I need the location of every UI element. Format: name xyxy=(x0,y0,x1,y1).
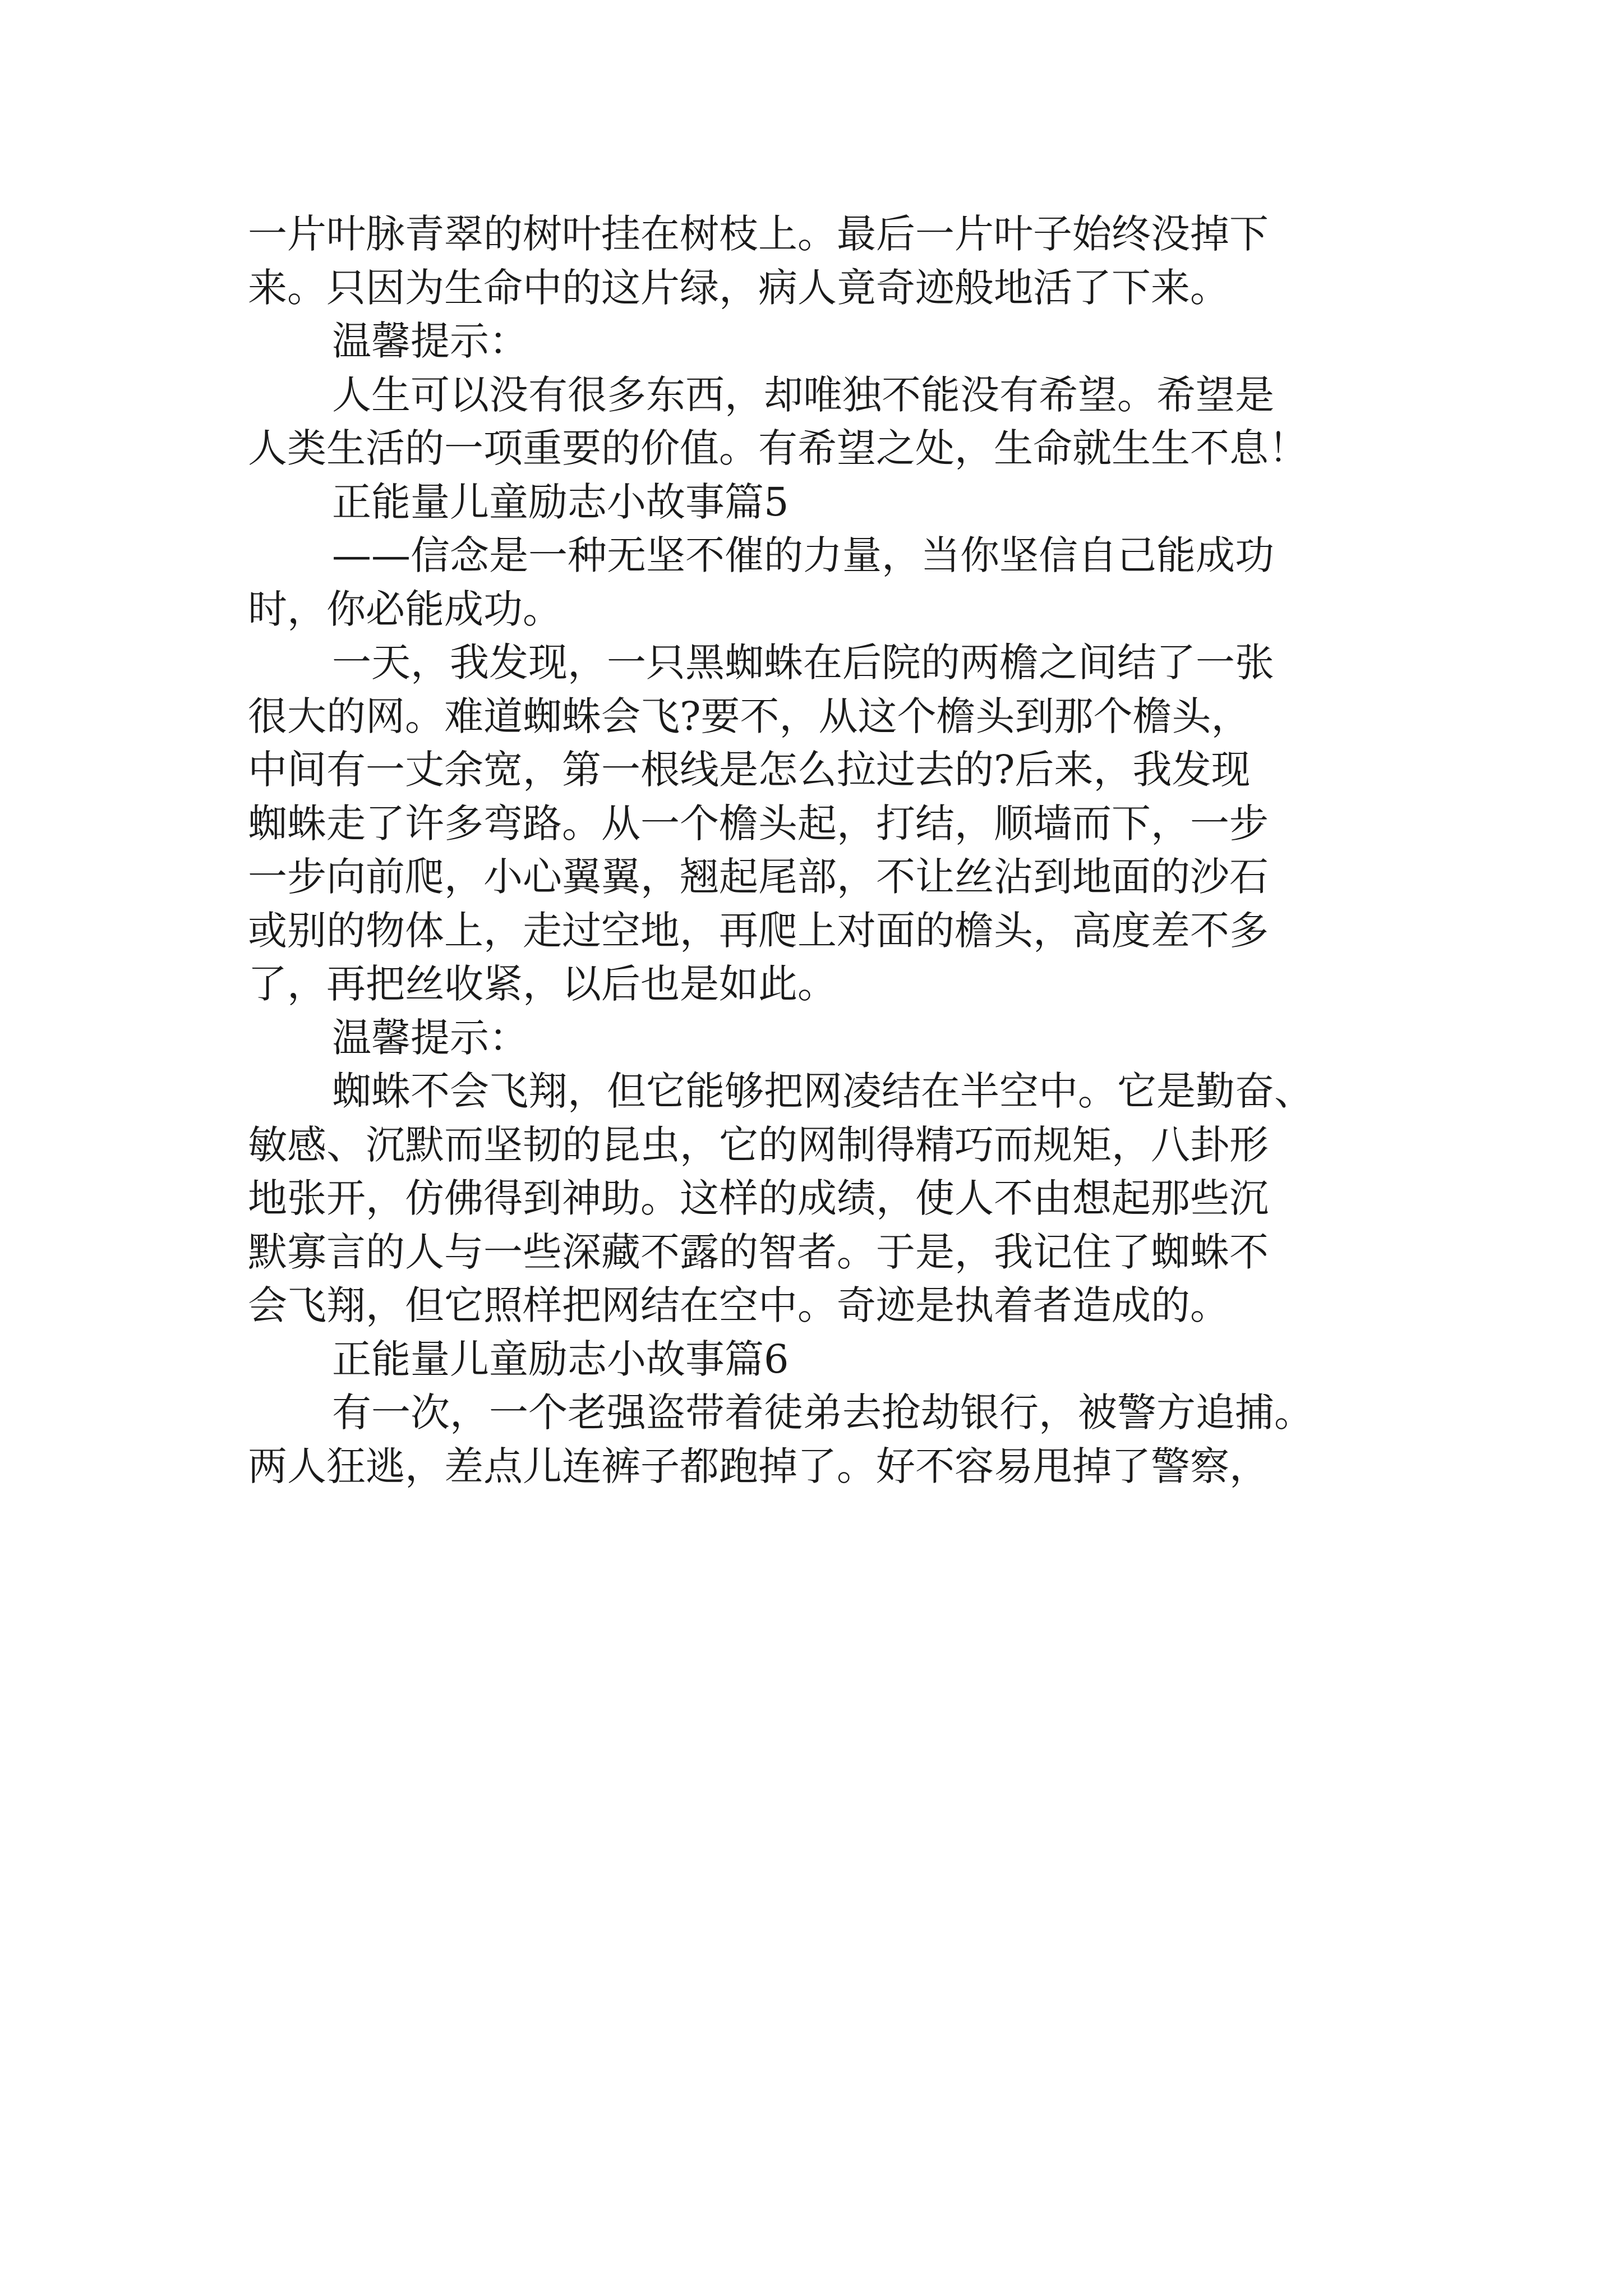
text-line: 敏感、沉默而坚韧的昆虫，它的网制得精巧而规矩，八卦形 xyxy=(248,1121,1269,1168)
text-line: 时，你必能成功。 xyxy=(248,586,562,632)
text-line: 两人狂逃，差点儿连裤子都跑掉了。好不容易甩掉了警察， xyxy=(248,1443,1269,1489)
document-body xyxy=(248,208,1386,1493)
text-line: 蜘蛛走了许多弯路。从一个檐头起，打结，顺墙而下，一步 xyxy=(248,800,1269,846)
text-line: 人生可以没有很多东西，却唯独不能没有希望。希望是 xyxy=(332,371,1274,418)
story-heading: 正能量儿童励志小故事篇5 xyxy=(332,478,789,525)
text-line: 会飞翔，但它照样把网结在空中。奇迹是执着者造成的。 xyxy=(248,1282,1229,1328)
text-line: ——信念是一种无坚不催的力量，当你坚信自己能成功 xyxy=(332,532,1274,578)
text-line: 一步向前爬，小心翼翼，翘起尾部，不让丝沾到地面的沙石 xyxy=(248,854,1269,900)
text-line: 蜘蛛不会飞翔，但它能够把网凌结在半空中。它是勤奋、 xyxy=(332,1068,1313,1114)
text-line: 很大的网。难道蜘蛛会飞?要不，从这个檐头到那个檐头， xyxy=(248,693,1251,739)
section-label: 温馨提示： xyxy=(332,318,528,364)
text-line: 有一次，一个老强盗带着徒弟去抢劫银行，被警方追捕。 xyxy=(332,1389,1313,1435)
text-line: 一片叶脉青翠的树叶挂在树枝上。最后一片叶子始终没掉下 xyxy=(248,211,1269,257)
text-line: 一天，我发现，一只黑蜘蛛在后院的两檐之间结了一张 xyxy=(332,639,1274,685)
text-line: 默寡言的人与一些深藏不露的智者。于是，我记住了蜘蛛不 xyxy=(248,1228,1269,1275)
story-heading: 正能量儿童励志小故事篇6 xyxy=(332,1336,789,1382)
text-line: 人类生活的一项重要的价值。有希望之处，生命就生生不息！ xyxy=(248,425,1308,471)
section-label: 温馨提示： xyxy=(332,1014,528,1061)
text-line: 来。只因为生命中的这片绿，病人竟奇迹般地活了下来。 xyxy=(248,264,1229,311)
text-line: 或别的物体上，走过空地，再爬上对面的檐头，高度差不多 xyxy=(248,907,1269,954)
text-line: 地张开，仿佛得到神助。这样的成绩，使人不由想起那些沉 xyxy=(248,1175,1269,1221)
text-line: 中间有一丈余宽，第一根线是怎么拉过去的?后来，我发现 xyxy=(248,747,1251,793)
text-line: 了，再把丝收紧，以后也是如此。 xyxy=(248,961,837,1007)
